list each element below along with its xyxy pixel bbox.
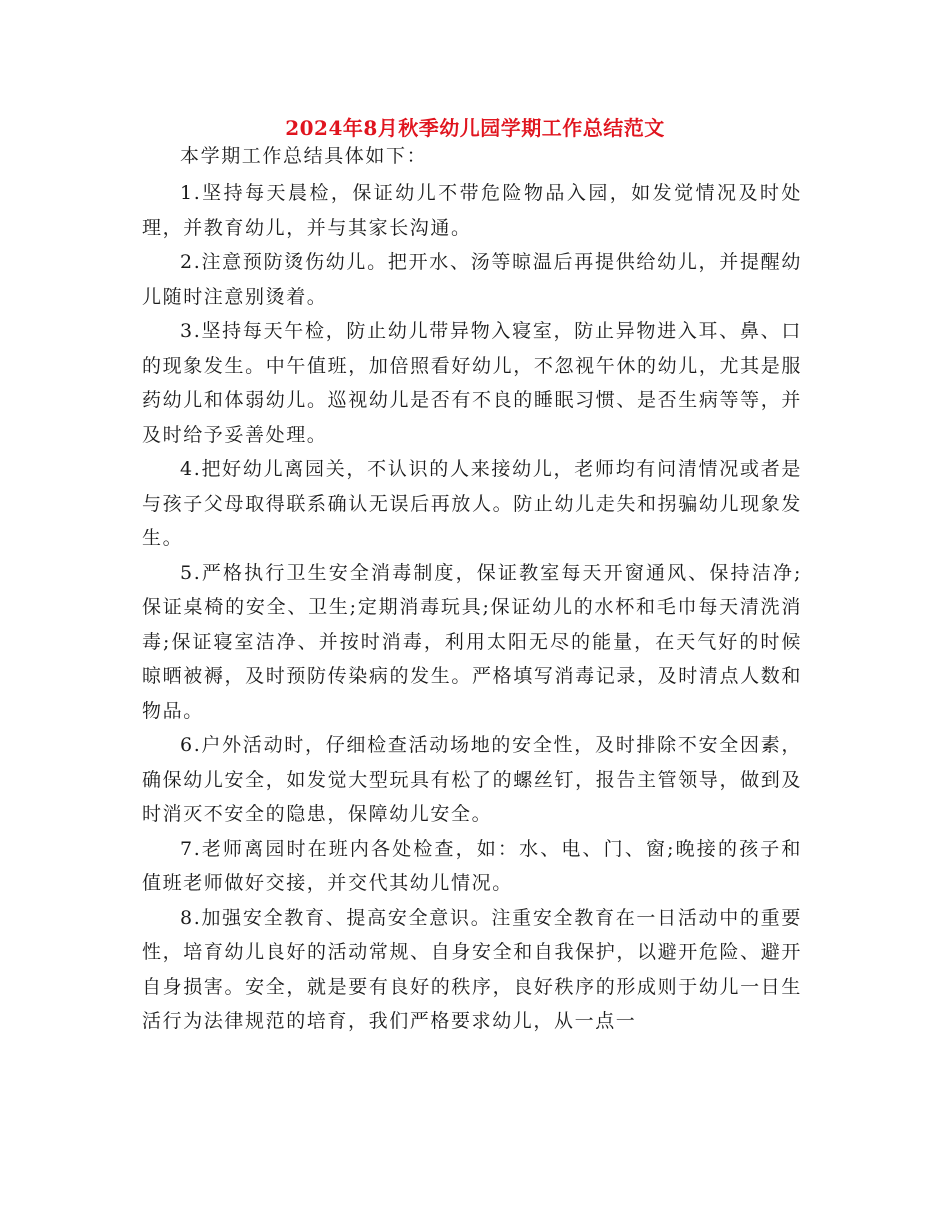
intro-paragraph: 本学期工作总结具体如下： (180, 145, 428, 167)
paragraph-item-3: 3.坚持每天午检，防止幼儿带异物入寝室，防止异物进入耳、鼻、口的现象发生。中午值班，加倍照看好幼儿，不忽视午休的幼儿，尤其是服药幼儿和体弱幼儿。巡视幼儿是否有不良的睡眠习惯、是否生病等等，并及时给予妥善处理。 (142, 320, 802, 446)
paragraph-item-6: 6.户外活动时，仔细检查活动场地的安全性，及时排除不安全因素，确保幼儿安全，如发觉大型玩具有松了的螺丝钉，报告主管领导，做到及时消灭不安全的隐患，保障幼儿安全。 (142, 734, 802, 825)
paragraph-item-2: 2.注意预防烫伤幼儿。把开水、汤等晾温后再提供给幼儿，并提醒幼儿随时注意别烫着。 (142, 251, 802, 308)
paragraph-item-4: 4.把好幼儿离园关，不认识的人来接幼儿，老师均有问清情况或者是与孩子父母取得联系确认无误后再放人。防止幼儿走失和拐骗幼儿现象发生。 (142, 458, 802, 549)
paragraph-item-8: 8.加强安全教育、提高安全意识。注重安全教育在一日活动中的重要性，培育幼儿良好的活动常规、自身安全和自我保护，以避开危险、避开自身损害。安全，就是要有良好的秩序，良好秩序的形成则于幼儿一日生活行为法律规范的培育，我们严格要求幼儿，从一点一 (142, 906, 802, 1032)
paragraph-item-1: 1.坚持每天晨检，保证幼儿不带危险物品入园，如发觉情况及时处理，并教育幼儿，并与其家长沟通。 (142, 182, 802, 239)
document-body (142, 140, 802, 1039)
paragraph-item-7: 7.老师离园时在班内各处检查，如：水、电、门、窗;晚接的孩子和值班老师做好交接，并交代其幼儿情况。 (142, 837, 802, 894)
document-title: 2024年8月秋季幼儿园学期工作总结范文 (285, 116, 665, 140)
paragraph-item-5: 5.严格执行卫生安全消毒制度，保证教室每天开窗通风、保持洁净;保证桌椅的安全、卫生;定期消毒玩具;保证幼儿的水杯和毛巾每天清洗消毒;保证寝室洁净、并按时消毒，利用太阳无尽的能量，在天气好的时候晾晒被褥，及时预防传染病的发生。严格填写消毒记录，及时清点人数和物品。 (142, 561, 802, 722)
